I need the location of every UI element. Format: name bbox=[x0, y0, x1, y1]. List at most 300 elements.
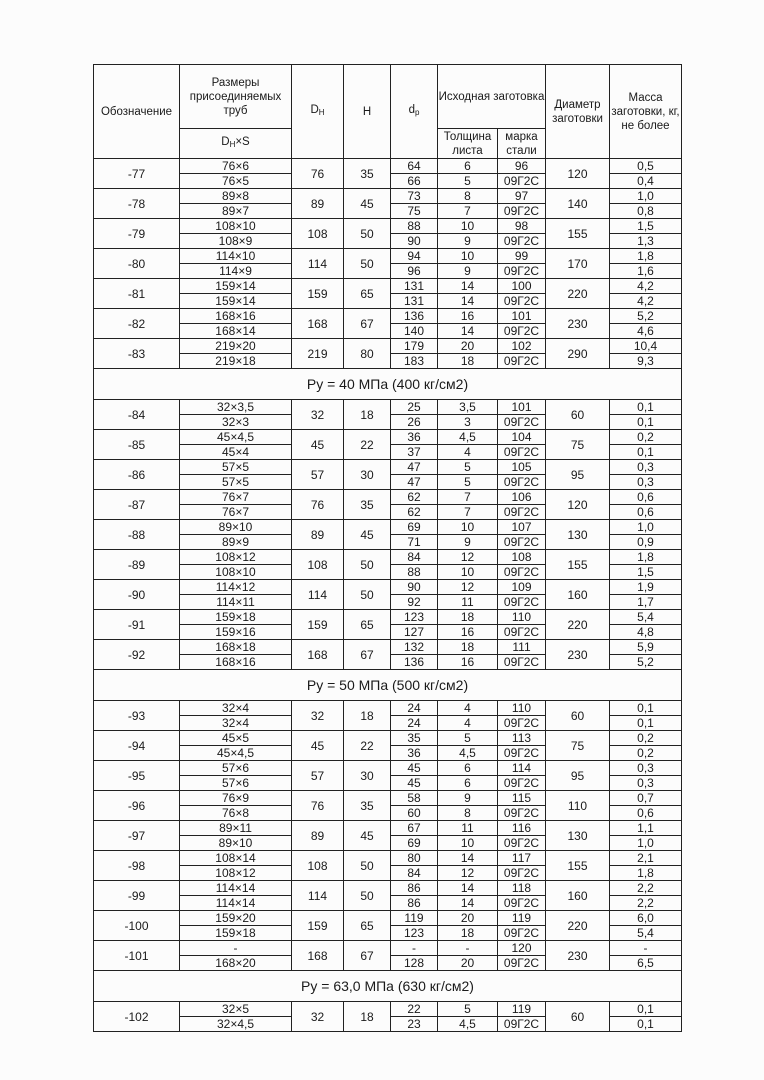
col-dp: $d_р$ bbox=[391, 65, 438, 159]
pipe-size-cell: 159×18 bbox=[180, 610, 292, 625]
pipe-size-cell: 32×3 bbox=[180, 415, 292, 430]
steel-grade-cell: 110 bbox=[498, 701, 546, 716]
h-cell: 80 bbox=[344, 339, 391, 369]
thickness-cell: 12 bbox=[438, 550, 498, 565]
h-cell: 30 bbox=[344, 460, 391, 490]
steel-grade-cell: 101 bbox=[498, 400, 546, 415]
dp-cell: 60 bbox=[391, 806, 438, 821]
blank-diameter-cell: 160 bbox=[546, 881, 610, 911]
dn-cell: 45 bbox=[292, 430, 344, 460]
col-blank-mass: Масса заготовки, кг, не более bbox=[610, 65, 682, 159]
steel-grade-cell: 108 bbox=[498, 550, 546, 565]
dp-cell: 179 bbox=[391, 339, 438, 354]
blank-mass-cell: 2,2 bbox=[610, 896, 682, 911]
pipe-size-cell: 168×16 bbox=[180, 655, 292, 670]
designation-cell: -94 bbox=[94, 731, 180, 761]
pipe-size-cell: 89×10 bbox=[180, 836, 292, 851]
pipe-size-cell: 114×14 bbox=[180, 896, 292, 911]
h-cell: 45 bbox=[344, 821, 391, 851]
steel-grade-cell: 09Г2С bbox=[498, 264, 546, 279]
designation-cell: -89 bbox=[94, 550, 180, 580]
steel-grade-cell: 09Г2С bbox=[498, 655, 546, 670]
table-row bbox=[94, 219, 682, 234]
thickness-cell: 10 bbox=[438, 249, 498, 264]
blank-mass-cell: 0,3 bbox=[610, 776, 682, 791]
h-cell: 18 bbox=[344, 701, 391, 731]
steel-grade-cell: 120 bbox=[498, 941, 546, 956]
table-row bbox=[94, 400, 682, 415]
dn-cell: 159 bbox=[292, 279, 344, 309]
pipe-size-cell: 159×18 bbox=[180, 926, 292, 941]
pipe-size-cell: 114×9 bbox=[180, 264, 292, 279]
dp-cell: 66 bbox=[391, 174, 438, 189]
designation-cell: -87 bbox=[94, 490, 180, 520]
steel-grade-cell: 09Г2С bbox=[498, 445, 546, 460]
pipe-size-cell: 45×4,5 bbox=[180, 746, 292, 761]
blank-diameter-cell: 230 bbox=[546, 941, 610, 971]
h-cell: 50 bbox=[344, 249, 391, 279]
dn-cell: 32 bbox=[292, 400, 344, 430]
dp-cell: 86 bbox=[391, 881, 438, 896]
pipe-size-cell: 168×18 bbox=[180, 640, 292, 655]
thickness-cell: 5 bbox=[438, 731, 498, 746]
blank-mass-cell: 0,2 bbox=[610, 430, 682, 445]
table-row bbox=[94, 580, 682, 595]
pipe-size-cell: 108×14 bbox=[180, 851, 292, 866]
blank-diameter-cell: 155 bbox=[546, 851, 610, 881]
blank-mass-cell: 1,6 bbox=[610, 264, 682, 279]
pipe-size-cell: 76×8 bbox=[180, 806, 292, 821]
designation-cell: -99 bbox=[94, 881, 180, 911]
pipe-size-cell: 32×4,5 bbox=[180, 1017, 292, 1032]
steel-grade-cell: 97 bbox=[498, 189, 546, 204]
dn-cell: 76 bbox=[292, 159, 344, 189]
thickness-cell: 14 bbox=[438, 896, 498, 911]
thickness-cell: 20 bbox=[438, 956, 498, 971]
col-blank-diameter: Диаметр заготовки bbox=[546, 65, 610, 159]
dp-cell: 127 bbox=[391, 625, 438, 640]
blank-mass-cell: 0,1 bbox=[610, 445, 682, 460]
thickness-cell: 18 bbox=[438, 926, 498, 941]
steel-grade-cell: 09Г2С bbox=[498, 294, 546, 309]
h-cell: 50 bbox=[344, 580, 391, 610]
thickness-cell: 6 bbox=[438, 761, 498, 776]
steel-grade-cell: 99 bbox=[498, 249, 546, 264]
dn-cell: 89 bbox=[292, 821, 344, 851]
pipe-size-cell: 76×7 bbox=[180, 490, 292, 505]
steel-grade-cell: 09Г2С bbox=[498, 565, 546, 580]
pressure-section-row bbox=[94, 971, 682, 1002]
steel-grade-cell: 113 bbox=[498, 731, 546, 746]
steel-grade-cell: 111 bbox=[498, 640, 546, 655]
pipe-size-cell: 45×4 bbox=[180, 445, 292, 460]
blank-mass-cell: 6,0 bbox=[610, 911, 682, 926]
pressure-section-row bbox=[94, 670, 682, 701]
table-row bbox=[94, 731, 682, 746]
pipe-size-cell: 57×5 bbox=[180, 460, 292, 475]
pressure-section-title: Ру = 50 МПа (500 кг/см2) bbox=[94, 670, 682, 701]
pipe-size-cell: 76×7 bbox=[180, 505, 292, 520]
dp-cell: 94 bbox=[391, 249, 438, 264]
table-header bbox=[94, 65, 682, 159]
pipe-size-cell: 159×16 bbox=[180, 625, 292, 640]
steel-grade-cell: 118 bbox=[498, 881, 546, 896]
h-cell: 65 bbox=[344, 911, 391, 941]
thickness-cell: 9 bbox=[438, 535, 498, 550]
dp-cell: 80 bbox=[391, 851, 438, 866]
dn-cell: 32 bbox=[292, 701, 344, 731]
table-row bbox=[94, 490, 682, 505]
steel-grade-cell: 09Г2С bbox=[498, 505, 546, 520]
blank-mass-cell: 0,9 bbox=[610, 535, 682, 550]
dp-cell: 131 bbox=[391, 294, 438, 309]
pipe-size-cell: 114×11 bbox=[180, 595, 292, 610]
pipe-blank-spec-table bbox=[93, 64, 682, 1032]
pipe-size-cell: 219×18 bbox=[180, 354, 292, 369]
pipe-size-cell: 108×9 bbox=[180, 234, 292, 249]
dn-cell: 159 bbox=[292, 610, 344, 640]
blank-mass-cell: 0,4 bbox=[610, 174, 682, 189]
thickness-cell: 5 bbox=[438, 174, 498, 189]
blank-mass-cell: 1,8 bbox=[610, 249, 682, 264]
steel-grade-cell: 09Г2С bbox=[498, 716, 546, 731]
dn-cell: 57 bbox=[292, 761, 344, 791]
blank-mass-cell: 4,2 bbox=[610, 279, 682, 294]
steel-grade-cell: 09Г2С bbox=[498, 746, 546, 761]
blank-mass-cell: 1,9 bbox=[610, 580, 682, 595]
pipe-size-cell: 114×12 bbox=[180, 580, 292, 595]
dn-cell: 108 bbox=[292, 219, 344, 249]
pipe-size-cell: 32×4 bbox=[180, 701, 292, 716]
steel-grade-cell: 114 bbox=[498, 761, 546, 776]
dp-cell: 73 bbox=[391, 189, 438, 204]
blank-diameter-cell: 220 bbox=[546, 279, 610, 309]
blank-mass-cell: 0,6 bbox=[610, 806, 682, 821]
designation-cell: -97 bbox=[94, 821, 180, 851]
designation-cell: -100 bbox=[94, 911, 180, 941]
dp-cell: 36 bbox=[391, 430, 438, 445]
blank-diameter-cell: 95 bbox=[546, 460, 610, 490]
table-row bbox=[94, 520, 682, 535]
thickness-cell: 3,5 bbox=[438, 400, 498, 415]
dp-cell: 92 bbox=[391, 595, 438, 610]
designation-cell: -83 bbox=[94, 339, 180, 369]
thickness-cell: 7 bbox=[438, 505, 498, 520]
blank-mass-cell: 0,3 bbox=[610, 460, 682, 475]
h-cell: 18 bbox=[344, 1002, 391, 1032]
dn-cell: 89 bbox=[292, 520, 344, 550]
table-body bbox=[94, 159, 682, 1032]
dp-cell: 69 bbox=[391, 836, 438, 851]
thickness-cell: 14 bbox=[438, 294, 498, 309]
thickness-cell: 14 bbox=[438, 881, 498, 896]
steel-grade-cell: 98 bbox=[498, 219, 546, 234]
pipe-size-cell: 45×4,5 bbox=[180, 430, 292, 445]
pipe-size-cell: 168×14 bbox=[180, 324, 292, 339]
dp-cell: 123 bbox=[391, 926, 438, 941]
thickness-cell: 6 bbox=[438, 159, 498, 174]
steel-grade-cell: 09Г2С bbox=[498, 836, 546, 851]
table-row bbox=[94, 701, 682, 716]
steel-grade-cell: 09Г2С bbox=[498, 324, 546, 339]
blank-mass-cell: 4,6 bbox=[610, 324, 682, 339]
designation-cell: -101 bbox=[94, 941, 180, 971]
blank-mass-cell: - bbox=[610, 941, 682, 956]
blank-diameter-cell: 140 bbox=[546, 189, 610, 219]
thickness-cell: 4 bbox=[438, 716, 498, 731]
designation-cell: -79 bbox=[94, 219, 180, 249]
table-row bbox=[94, 761, 682, 776]
blank-mass-cell: 0,1 bbox=[610, 1002, 682, 1017]
dp-cell: 69 bbox=[391, 520, 438, 535]
pipe-size-cell: 219×20 bbox=[180, 339, 292, 354]
steel-grade-cell: 116 bbox=[498, 821, 546, 836]
pipe-size-cell: 89×11 bbox=[180, 821, 292, 836]
thickness-cell: 5 bbox=[438, 1002, 498, 1017]
dp-cell: 96 bbox=[391, 264, 438, 279]
h-cell: 65 bbox=[344, 279, 391, 309]
col-dn: $D_Н$ bbox=[292, 65, 344, 159]
dp-cell: 24 bbox=[391, 701, 438, 716]
thickness-cell: 20 bbox=[438, 339, 498, 354]
steel-grade-cell: 119 bbox=[498, 911, 546, 926]
designation-cell: -95 bbox=[94, 761, 180, 791]
blank-diameter-cell: 290 bbox=[546, 339, 610, 369]
designation-cell: -84 bbox=[94, 400, 180, 430]
blank-diameter-cell: 160 bbox=[546, 580, 610, 610]
col-sheet-thickness: Толщина листа bbox=[438, 129, 498, 159]
thickness-cell: 18 bbox=[438, 640, 498, 655]
thickness-cell: 3 bbox=[438, 415, 498, 430]
steel-grade-cell: 109 bbox=[498, 580, 546, 595]
col-designation: Обозначение bbox=[94, 65, 180, 159]
pipe-size-cell: 32×4 bbox=[180, 716, 292, 731]
dn-cell: 168 bbox=[292, 941, 344, 971]
steel-grade-cell: 09Г2С bbox=[498, 535, 546, 550]
thickness-cell: 11 bbox=[438, 821, 498, 836]
table-row bbox=[94, 189, 682, 204]
steel-grade-cell: 09Г2С bbox=[498, 204, 546, 219]
blank-mass-cell: 0,5 bbox=[610, 159, 682, 174]
h-cell: 30 bbox=[344, 761, 391, 791]
dn-cell: 76 bbox=[292, 791, 344, 821]
pipe-size-cell: 57×6 bbox=[180, 776, 292, 791]
blank-mass-cell: 0,1 bbox=[610, 400, 682, 415]
table-row bbox=[94, 610, 682, 625]
dp-cell: 47 bbox=[391, 475, 438, 490]
blank-mass-cell: 0,7 bbox=[610, 791, 682, 806]
blank-mass-cell: 1,5 bbox=[610, 565, 682, 580]
steel-grade-cell: 117 bbox=[498, 851, 546, 866]
dn-cell: 108 bbox=[292, 851, 344, 881]
pipe-size-cell: 168×16 bbox=[180, 309, 292, 324]
dp-cell: 24 bbox=[391, 716, 438, 731]
dp-cell: 67 bbox=[391, 821, 438, 836]
blank-diameter-cell: 60 bbox=[546, 1002, 610, 1032]
pipe-size-cell: 108×12 bbox=[180, 866, 292, 881]
steel-grade-cell: 100 bbox=[498, 279, 546, 294]
thickness-cell: - bbox=[438, 941, 498, 956]
blank-diameter-cell: 230 bbox=[546, 640, 610, 670]
dp-cell: 119 bbox=[391, 911, 438, 926]
col-h: H bbox=[344, 65, 391, 159]
designation-cell: -86 bbox=[94, 460, 180, 490]
blank-diameter-cell: 95 bbox=[546, 761, 610, 791]
dp-cell: 75 bbox=[391, 204, 438, 219]
pipe-size-cell: 159×14 bbox=[180, 294, 292, 309]
dp-cell: 140 bbox=[391, 324, 438, 339]
dp-cell: 88 bbox=[391, 219, 438, 234]
pipe-size-cell: 89×7 bbox=[180, 204, 292, 219]
blank-diameter-cell: 220 bbox=[546, 610, 610, 640]
h-cell: 45 bbox=[344, 189, 391, 219]
h-cell: 18 bbox=[344, 400, 391, 430]
thickness-cell: 12 bbox=[438, 866, 498, 881]
h-cell: 67 bbox=[344, 309, 391, 339]
h-cell: 50 bbox=[344, 851, 391, 881]
steel-grade-cell: 102 bbox=[498, 339, 546, 354]
blank-diameter-cell: 60 bbox=[546, 701, 610, 731]
thickness-cell: 18 bbox=[438, 610, 498, 625]
thickness-cell: 10 bbox=[438, 565, 498, 580]
thickness-cell: 14 bbox=[438, 279, 498, 294]
dp-cell: 62 bbox=[391, 505, 438, 520]
dp-cell: 23 bbox=[391, 1017, 438, 1032]
blank-mass-cell: 0,1 bbox=[610, 716, 682, 731]
thickness-cell: 7 bbox=[438, 490, 498, 505]
blank-mass-cell: 0,1 bbox=[610, 701, 682, 716]
blank-mass-cell: 5,4 bbox=[610, 926, 682, 941]
designation-cell: -81 bbox=[94, 279, 180, 309]
dp-cell: 37 bbox=[391, 445, 438, 460]
table-row bbox=[94, 309, 682, 324]
designation-cell: -92 bbox=[94, 640, 180, 670]
h-cell: 35 bbox=[344, 791, 391, 821]
designation-cell: -102 bbox=[94, 1002, 180, 1032]
blank-mass-cell: 4,2 bbox=[610, 294, 682, 309]
steel-grade-cell: 107 bbox=[498, 520, 546, 535]
thickness-cell: 10 bbox=[438, 219, 498, 234]
steel-grade-cell: 96 bbox=[498, 159, 546, 174]
pipe-size-cell: - bbox=[180, 941, 292, 956]
thickness-cell: 4,5 bbox=[438, 1017, 498, 1032]
table-row bbox=[94, 1002, 682, 1017]
blank-mass-cell: 0,3 bbox=[610, 475, 682, 490]
pipe-size-cell: 57×5 bbox=[180, 475, 292, 490]
dp-cell: 45 bbox=[391, 776, 438, 791]
dp-cell: 90 bbox=[391, 234, 438, 249]
thickness-cell: 8 bbox=[438, 189, 498, 204]
steel-grade-cell: 115 bbox=[498, 791, 546, 806]
table-row bbox=[94, 339, 682, 354]
table-row bbox=[94, 851, 682, 866]
blank-diameter-cell: 170 bbox=[546, 249, 610, 279]
thickness-cell: 7 bbox=[438, 204, 498, 219]
thickness-cell: 9 bbox=[438, 791, 498, 806]
blank-diameter-cell: 120 bbox=[546, 490, 610, 520]
blank-mass-cell: 0,3 bbox=[610, 761, 682, 776]
pipe-size-cell: 108×12 bbox=[180, 550, 292, 565]
pipe-size-cell: 89×8 bbox=[180, 189, 292, 204]
thickness-cell: 16 bbox=[438, 655, 498, 670]
col-pipe-formula: $D_Н\times S$ bbox=[180, 129, 292, 159]
dp-cell: 84 bbox=[391, 550, 438, 565]
dn-cell: 168 bbox=[292, 640, 344, 670]
steel-grade-cell: 09Г2С bbox=[498, 776, 546, 791]
steel-grade-cell: 105 bbox=[498, 460, 546, 475]
designation-cell: -80 bbox=[94, 249, 180, 279]
thickness-cell: 4 bbox=[438, 701, 498, 716]
h-cell: 50 bbox=[344, 550, 391, 580]
h-cell: 50 bbox=[344, 881, 391, 911]
pipe-size-cell: 108×10 bbox=[180, 565, 292, 580]
pipe-size-cell: 76×6 bbox=[180, 159, 292, 174]
pipe-size-cell: 76×5 bbox=[180, 174, 292, 189]
col-steel-grade: марка стали bbox=[498, 129, 546, 159]
pipe-size-cell: 159×20 bbox=[180, 911, 292, 926]
dn-cell: 32 bbox=[292, 1002, 344, 1032]
dp-cell: 131 bbox=[391, 279, 438, 294]
dn-cell: 57 bbox=[292, 460, 344, 490]
steel-grade-cell: 09Г2С bbox=[498, 475, 546, 490]
dn-cell: 114 bbox=[292, 249, 344, 279]
designation-cell: -98 bbox=[94, 851, 180, 881]
blank-mass-cell: 5,2 bbox=[610, 655, 682, 670]
designation-cell: -77 bbox=[94, 159, 180, 189]
pipe-size-cell: 159×14 bbox=[180, 279, 292, 294]
blank-mass-cell: 0,6 bbox=[610, 490, 682, 505]
h-cell: 45 bbox=[344, 520, 391, 550]
h-cell: 50 bbox=[344, 219, 391, 249]
h-cell: 22 bbox=[344, 731, 391, 761]
steel-grade-cell: 09Г2С bbox=[498, 926, 546, 941]
thickness-cell: 9 bbox=[438, 264, 498, 279]
dn-cell: 114 bbox=[292, 881, 344, 911]
blank-mass-cell: 0,6 bbox=[610, 505, 682, 520]
thickness-cell: 18 bbox=[438, 354, 498, 369]
pipe-size-cell: 76×9 bbox=[180, 791, 292, 806]
col-pipe-sizes: Размеры присоединяемых труб bbox=[180, 65, 292, 129]
steel-grade-cell: 09Г2С bbox=[498, 174, 546, 189]
table-row bbox=[94, 430, 682, 445]
pipe-size-cell: 89×9 bbox=[180, 535, 292, 550]
blank-diameter-cell: 60 bbox=[546, 400, 610, 430]
thickness-cell: 10 bbox=[438, 836, 498, 851]
dp-cell: 47 bbox=[391, 460, 438, 475]
pipe-size-cell: 114×10 bbox=[180, 249, 292, 264]
steel-grade-cell: 09Г2С bbox=[498, 1017, 546, 1032]
table-row bbox=[94, 460, 682, 475]
designation-cell: -78 bbox=[94, 189, 180, 219]
dp-cell: 25 bbox=[391, 400, 438, 415]
blank-diameter-cell: 155 bbox=[546, 219, 610, 249]
dp-cell: 58 bbox=[391, 791, 438, 806]
dp-cell: 35 bbox=[391, 731, 438, 746]
table-row bbox=[94, 279, 682, 294]
blank-mass-cell: 0,8 bbox=[610, 204, 682, 219]
thickness-cell: 4,5 bbox=[438, 746, 498, 761]
dp-cell: 36 bbox=[391, 746, 438, 761]
h-cell: 67 bbox=[344, 941, 391, 971]
dn-cell: 219 bbox=[292, 339, 344, 369]
h-cell: 35 bbox=[344, 159, 391, 189]
blank-mass-cell: 1,5 bbox=[610, 219, 682, 234]
blank-diameter-cell: 75 bbox=[546, 430, 610, 460]
dn-cell: 168 bbox=[292, 309, 344, 339]
thickness-cell: 14 bbox=[438, 851, 498, 866]
h-cell: 35 bbox=[344, 490, 391, 520]
thickness-cell: 16 bbox=[438, 309, 498, 324]
